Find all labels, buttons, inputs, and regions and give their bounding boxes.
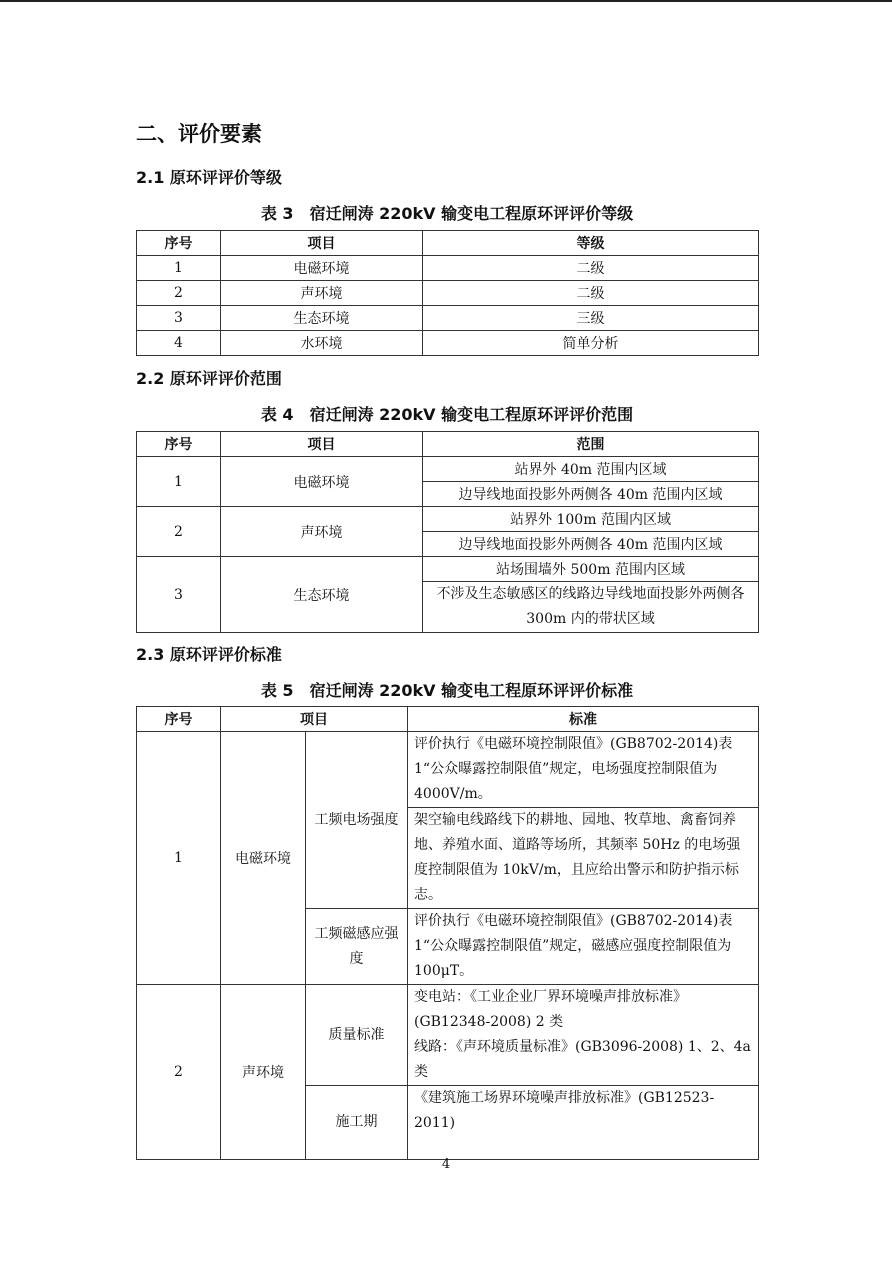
table-4-caption: 表 4 宿迁闸涛 220kV 输变电工程原环评评价范围 [260, 405, 634, 424]
cell-standard: 《建筑施工场界环境噪声排放标准》(GB12523-2011) [408, 1086, 759, 1160]
cell-no: 2 [137, 985, 221, 1160]
cell-standard: 评价执行《电磁环境控制限值》(GB8702-2014)表 1“公众曝露控制限值”规定，磁感应强度控制限值为 100μT。 [408, 909, 759, 985]
header-no: 序号 [137, 432, 221, 457]
table-header-row [137, 231, 759, 256]
cell-no: 2 [137, 507, 221, 557]
table-row [137, 557, 759, 582]
cell-scope: 边导线地面投影外两侧各 40m 范围内区域 [423, 532, 759, 557]
header-item: 项目 [221, 432, 423, 457]
header-item: 项目 [221, 231, 423, 256]
cell-no: 3 [137, 306, 221, 331]
cell-scope: 边导线地面投影外两侧各 40m 范围内区域 [423, 482, 759, 507]
table-row [137, 507, 759, 532]
cell-item: 电磁环境 [221, 457, 423, 507]
header-level: 等级 [423, 231, 759, 256]
table-5-evaluation-standard [136, 706, 759, 1160]
cell-no: 1 [137, 256, 221, 281]
cell-item: 电磁环境 [221, 256, 423, 281]
table-row [137, 256, 759, 281]
cell-subitem: 工频电场强度 [306, 732, 408, 909]
cell-no: 1 [137, 732, 221, 985]
header-no: 序号 [137, 707, 221, 732]
cell-no: 4 [137, 331, 221, 356]
cell-no: 3 [137, 557, 221, 633]
cell-item: 声环境 [221, 507, 423, 557]
cell-no: 2 [137, 281, 221, 306]
cell-level: 三级 [423, 306, 759, 331]
table-row [137, 732, 759, 808]
table-5-caption: 表 5 宿迁闸涛 220kV 输变电工程原环评评价标准 [260, 681, 634, 700]
cell-item: 生态环境 [221, 557, 423, 633]
cell-level: 简单分析 [423, 331, 759, 356]
cell-no: 1 [137, 457, 221, 507]
cell-level: 二级 [423, 256, 759, 281]
cell-scope: 不涉及生态敏感区的线路边导线地面投影外两侧各 300m 内的带状区域 [423, 582, 759, 633]
cell-subitem: 施工期 [306, 1086, 408, 1160]
header-item: 项目 [221, 707, 408, 732]
table-header-row [137, 707, 759, 732]
table-row [137, 985, 759, 1086]
header-standard: 标准 [408, 707, 759, 732]
table-3-evaluation-level [136, 230, 759, 356]
header-no: 序号 [137, 231, 221, 256]
table-row [137, 281, 759, 306]
top-border-line [0, 0, 892, 2]
cell-scope: 站界外 100m 范围内区域 [423, 507, 759, 532]
page-number: 4 [441, 1157, 451, 1172]
table-4-evaluation-scope [136, 431, 759, 633]
section-title: 二、评价要素 [136, 122, 262, 146]
cell-scope: 站界外 40m 范围内区域 [423, 457, 759, 482]
cell-standard: 变电站：《工业企业厂界环境噪声排放标准》(GB12348-2008) 2 类 线路：《声环境质量标准》(GB3096-2008) 1、2、4a 类 [408, 985, 759, 1086]
cell-item: 声环境 [221, 281, 423, 306]
cell-item: 电磁环境 [221, 732, 306, 985]
heading-2-1: 2.1 原环评评价等级 [136, 168, 282, 187]
cell-item: 生态环境 [221, 306, 423, 331]
heading-2-2: 2.2 原环评评价范围 [136, 369, 282, 388]
table-header-row [137, 432, 759, 457]
heading-2-3: 2.3 原环评评价标准 [136, 645, 282, 664]
cell-item: 声环境 [221, 985, 306, 1160]
cell-subitem: 质量标准 [306, 985, 408, 1086]
cell-subitem: 工频磁感应强度 [306, 909, 408, 985]
table-row [137, 331, 759, 356]
header-scope: 范围 [423, 432, 759, 457]
cell-level: 二级 [423, 281, 759, 306]
table-row [137, 457, 759, 482]
cell-standard: 评价执行《电磁环境控制限值》(GB8702-2014)表 1“公众曝露控制限值”规定，电场强度控制限值为 4000V/m。 [408, 732, 759, 808]
cell-scope: 站场围墙外 500m 范围内区域 [423, 557, 759, 582]
table-3-caption: 表 3 宿迁闸涛 220kV 输变电工程原环评评价等级 [260, 204, 634, 223]
cell-item: 水环境 [221, 331, 423, 356]
table-row [137, 306, 759, 331]
cell-standard: 架空输电线路线下的耕地、园地、牧草地、禽畜饲养地、养殖水面、道路等场所，其频率 50Hz 的电场强度控制限值为 10kV/m，且应给出警示和防护指示标志。 [408, 808, 759, 909]
